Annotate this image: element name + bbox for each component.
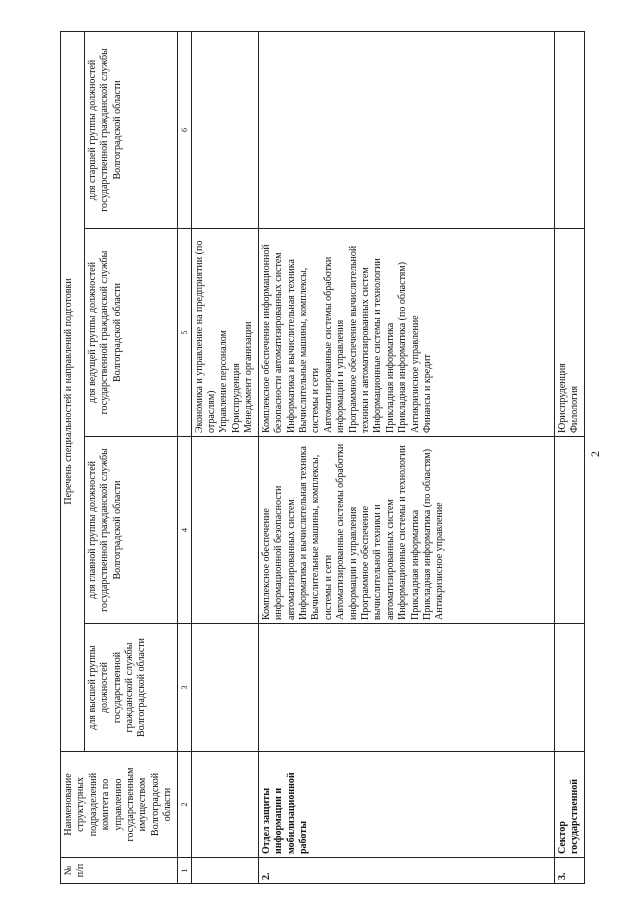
row-col6 [191, 31, 258, 228]
specialty-item: Прикладная информатика (по областям) [421, 448, 433, 620]
row-col3 [191, 624, 258, 752]
specialty-item: Программное обеспечение вычислительной техники и автоматизированных систем [347, 245, 371, 433]
index-cell: 6 [177, 31, 191, 228]
row-col6 [554, 31, 584, 228]
row-col3 [258, 624, 554, 752]
row-col4 [191, 437, 258, 624]
row-col4 [258, 437, 554, 624]
row-name: Сектор государственной [554, 752, 584, 858]
header-leading-group: для ведущей группы должностей государственной гражданской службы Волгоградской области [84, 229, 177, 437]
specialty-item: Управление персоналом [218, 330, 230, 433]
header-main-group: для главной группы должностей государственной гражданской службы Волгоградской области [84, 437, 177, 624]
specialty-item: Филология [569, 385, 581, 433]
row-num: 2. [258, 858, 554, 884]
header-group-title: Перечень специальностей и направлений подготовки [61, 31, 85, 751]
specialty-item: Вычислительные машины, комплексы, системы и сети [310, 454, 334, 620]
index-cell: 4 [177, 437, 191, 624]
row-num: 3. [554, 858, 584, 884]
row-col4 [554, 437, 584, 624]
page-number: 2 [588, 451, 602, 457]
table-row [258, 31, 554, 883]
header-num: № п/п [61, 858, 178, 884]
specialty-item: Комплексное обеспечение информационной безопасности автоматизированных систем [260, 485, 297, 620]
row-col3 [554, 624, 584, 752]
specialty-item: Информационные системы и технологии [372, 258, 384, 433]
specialty-item: Автоматизированные системы обработки информации и управления [322, 256, 347, 433]
specialty-item: Информатика и вычислительная техника [285, 259, 297, 433]
header-row-top [61, 31, 85, 883]
specialties-table [60, 31, 585, 884]
row-col6 [258, 31, 554, 228]
specialty-item: Прикладная информатика [409, 509, 421, 620]
header-higher-group: для высшей группы должностей государственной гражданской службы Волгоградской области [84, 624, 177, 752]
row-col5 [191, 229, 258, 437]
specialty-item: Информационные системы и технологии [397, 445, 409, 620]
specialty-item: Менеджмент организации [243, 321, 255, 433]
row-name: Отдел защиты информации и мобилизационной работы [258, 752, 554, 858]
rotated-page-content [60, 32, 581, 884]
specialty-item: Экономика и управление на предприятии (по отраслям) [193, 240, 218, 433]
index-cell: 2 [177, 752, 191, 858]
index-row [177, 31, 191, 883]
specialty-item: Прикладная информатика (по областям) [397, 261, 409, 433]
row-name [191, 752, 258, 858]
table-row [554, 31, 584, 883]
header-senior-group: для старшей группы должностей государственной гражданской службы Волгоградской области [84, 31, 177, 228]
row-num [191, 858, 258, 884]
specialty-item: Информатика и вычислительная техника [297, 446, 309, 620]
specialty-item: Антикризисное управление [434, 502, 446, 620]
specialty-item: Антикризисное управление [409, 315, 421, 433]
specialty-item: Финансы и кредит [421, 354, 433, 433]
index-cell: 1 [177, 858, 191, 884]
specialty-item: Вычислительные машины, комплексы, системы и сети [297, 267, 322, 433]
specialty-item: Юриспруденция [556, 363, 568, 433]
specialty-item: Автоматизированные системы обработки информации и управления [335, 443, 359, 620]
specialty-item: Прикладная информатика [384, 322, 396, 433]
row-col5 [554, 229, 584, 437]
table-row [191, 31, 258, 883]
specialty-item: Программное обеспечение вычислительной техники и автоматизированных систем [359, 499, 396, 620]
index-cell: 5 [177, 229, 191, 437]
index-cell: 3 [177, 624, 191, 752]
specialty-item: Юриспруденция [230, 363, 242, 433]
specialty-item: Комплексное обеспечение информационной безопасности автоматизированных систем [260, 244, 285, 433]
header-name: Наименование структурных подразделений комитета по управлению государственным имуществом Волгоградской области [61, 752, 178, 858]
row-col5 [258, 229, 554, 437]
